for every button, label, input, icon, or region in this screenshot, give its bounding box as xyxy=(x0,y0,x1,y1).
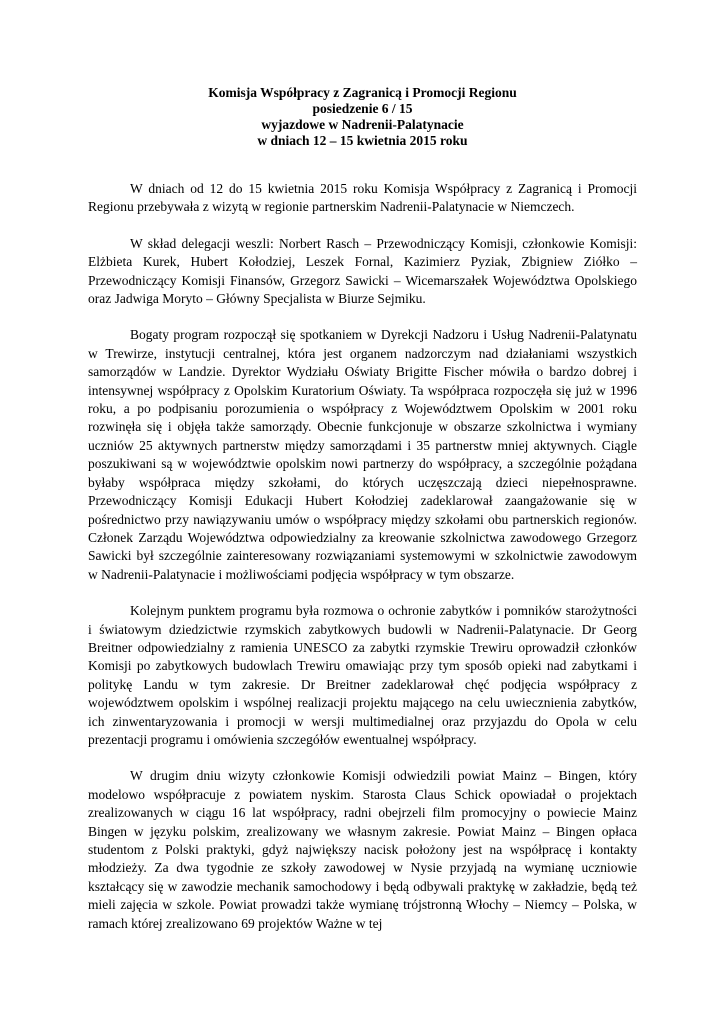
header-session-number: posiedzenie 6 / 15 xyxy=(312,101,413,116)
paragraph-intro: W dniach od 12 do 15 kwietnia 2015 roku Komisja Współpracy z Zagranicą i Promocji Regionu przebywała z wizytą w regionie partnerskim Nadrenii-Palatynacie w Niemczech. xyxy=(88,181,637,215)
document-header xyxy=(88,85,637,149)
header-committee-name: Komisja Współpracy z Zagranicą i Promocji Regionu xyxy=(208,85,517,100)
paragraph-trier-meeting: Bogaty program rozpoczął się spotkaniem w Dyrekcji Nadzoru i Usług Nadrenii-Palatynatu w Trewirze, instytucji centralnej, która jest organem nadzorczym nad działaniami wszystkich samorządów w Landzie. Dyrektor Wydziału Oświaty Brigitte Fischer mówiła o bardzo dobrej i intensywnej współpracy z Opolskim Kuratorium Oświaty. Ta współpraca rozpoczęła się już w 1996 roku, a po podpisaniu porozumienia o współpracy z Województwem Opolskim w 2001 roku rozwinęła się i objęła także samorządy. Obecnie funkcjonuje w obszarze szkolnictwa i wymiany uczniów 25 aktywnych partnerstw między samorządami i 35 partnerstw mniej aktywnych. Ciągle poszukiwani są w województwie opolskim nowi partnerzy do współpracy, a szczególnie pożądana byłaby współpraca między szkołami, do których uczęszczają dzieci niepełnosprawne. Przewodniczący Komisji Edukacji Hubert Kołodziej zadeklarował zaangażowanie się w pośrednictwo przy nawiązywaniu umów o współpracy między szkołami obu partnerskich regionów. Członek Zarządu Województwa odpowiedzialny za kreowanie szkolnictwa zawodowego Grzegorz Sawicki był szczególnie zainteresowany rozwiązaniami systemowymi w szkolnictwie zawodowym w Nadrenii-Palatynacie i możliwościami podjęcia współpracy w tym obszarze. xyxy=(88,327,637,582)
paragraph-monuments: Kolejnym punktem programu była rozmowa o ochronie zabytków i pomników starożytności i światowym dziedzictwie rzymskich zabytkowych budowli w Nadrenii-Palatynacie. Dr Georg Breitner odpowiedzialny z ramienia UNESCO za zabytki rzymskie Trewiru oprowadził członków Komisji po zabytkowych budowlach Trewiru omawiając przy tym sposób opieki nad zabytkami i politykę Landu w tym zakresie. Dr Breitner zadeklarował chęć podjęcia współpracy z województwem opolskim i wspólnej realizacji projektu mającego na celu uwiecznienia zabytków, ich zinwentaryzowania i promocji w wersji multimedialnej oraz przyjazdu do Opola w celu prezentacji programu i omówienia szczegółów ewentualnej współpracy. xyxy=(88,603,637,747)
paragraph-delegation: W skład delegacji weszli: Norbert Rasch – Przewodniczący Komisji, członkowie Komisji: Elżbieta Kurek, Hubert Kołodziej, Leszek Fornal, Kazimierz Pyziak, Zbigniew Ziółko – Przewodniczący Komisji Finansów, Grzegorz Sawicki – Wicemarszałek Województwa Opolskiego oraz Jadwiga Moryto – Główny Specjalista w Biurze Sejmiku. xyxy=(88,235,637,307)
header-session-location: wyjazdowe w Nadrenii-Palatynacie xyxy=(261,117,464,132)
paragraph-mainz-bingen: W drugim dniu wizyty członkowie Komisji odwiedzili powiat Mainz – Bingen, który modelowo współpracuje z powiatem nyskim. Starosta Claus Schick opowiadał o projektach zrealizowanych w ciągu 16 lat współpracy, radni obejrzeli film promocyjny o powiecie Mainz Bingen w języku polskim, zrealizowany we własnym zakresie. Powiat Mainz – Bingen opłaca studentom z Polski praktyki, gdyż największy nacisk położony jest na współpracę i kontakty młodzieży. Za dwa tygodnie ze szkoły zawodowej w Nysie przyjadą na wymianę uczniowie kształcący się w zawodzie mechanik samochodowy i będą odbywali praktykę w zakładzie, będą też mieli zajęcia w szkole. Powiat prowadzi także wymianę trójstronną Włochy – Niemcy – Polska, w ramach której zrealizowano 69 projektów Ważne w tej xyxy=(88,768,637,931)
document-page xyxy=(88,85,637,951)
header-session-dates: w dniach 12 – 15 kwietnia 2015 roku xyxy=(257,133,468,148)
